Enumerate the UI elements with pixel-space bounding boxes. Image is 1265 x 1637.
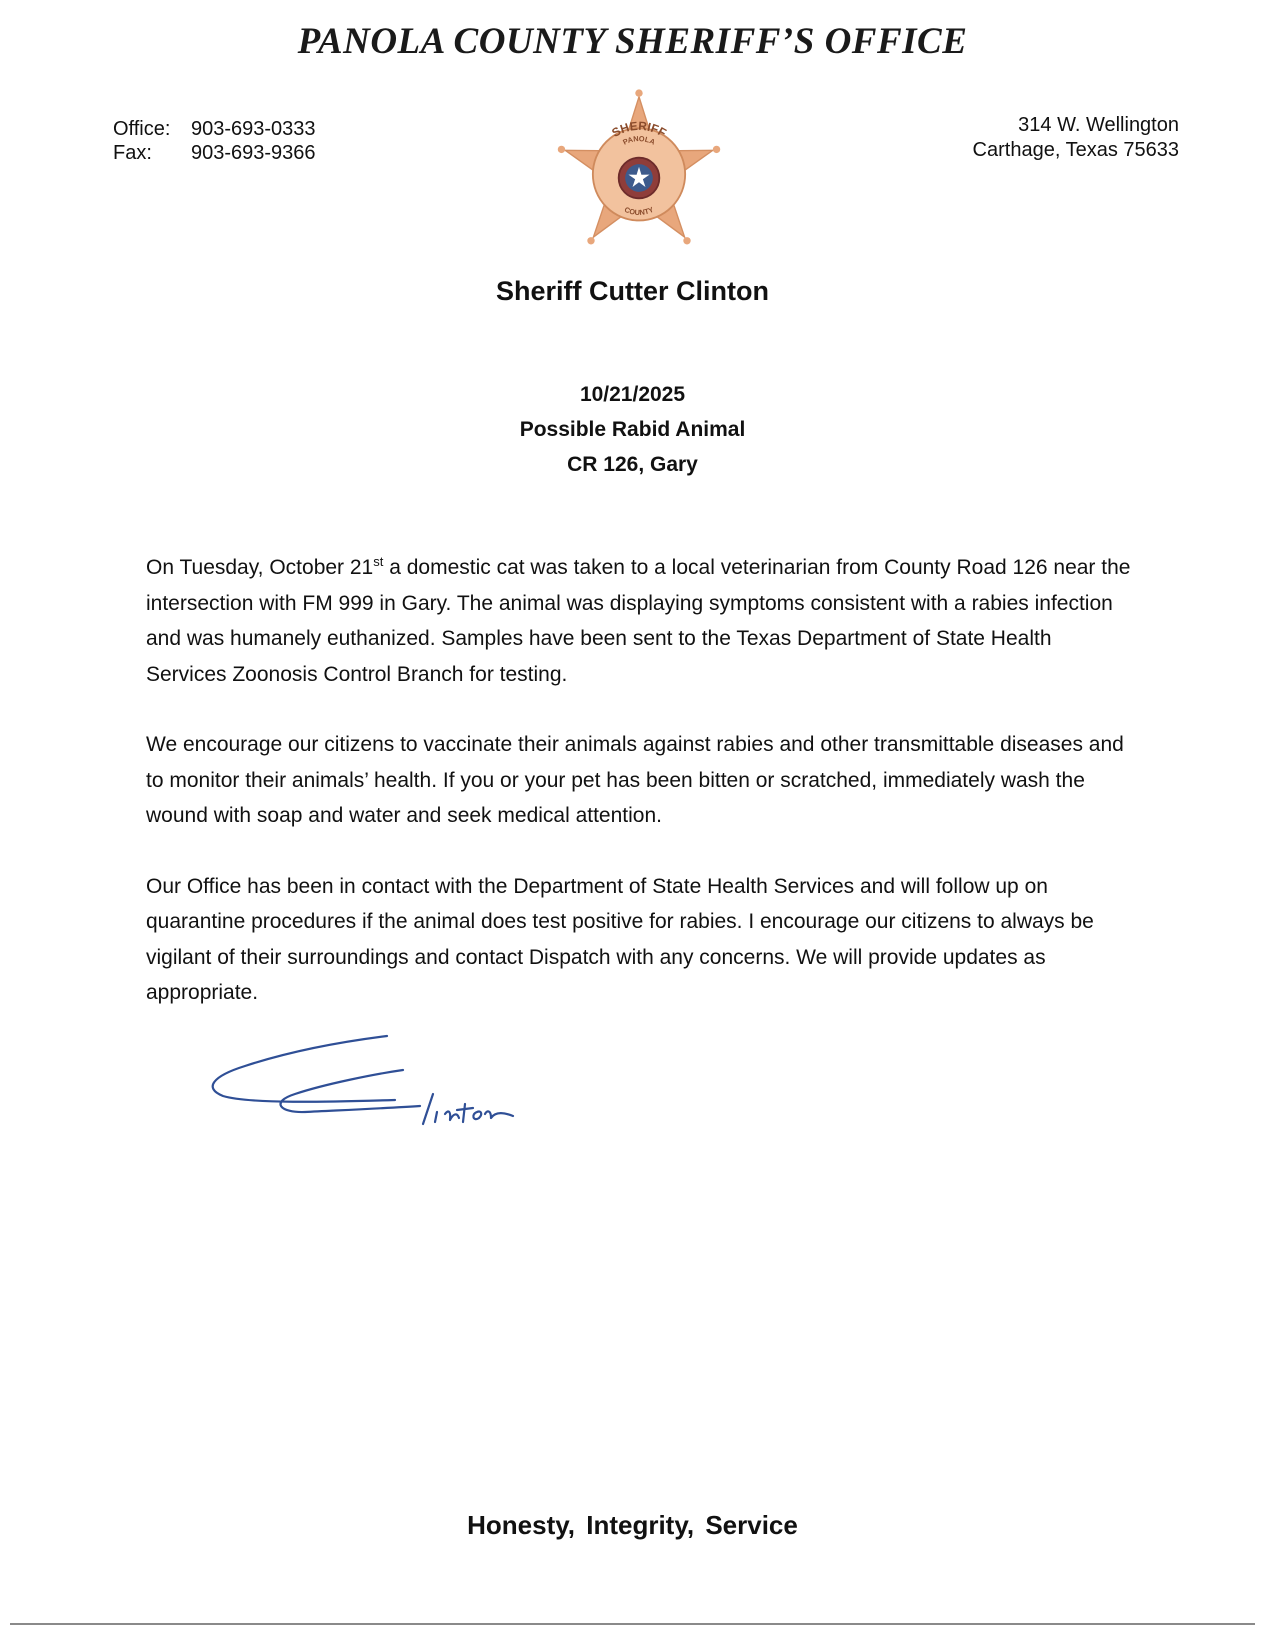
badge-bottom-text: COUNTY <box>623 204 655 218</box>
contact-block <box>113 117 316 165</box>
office-label: Office: <box>113 118 171 140</box>
sheriff-name: Sheriff Cutter Clinton <box>496 276 769 306</box>
fax-row <box>113 141 316 165</box>
release-date: 10/21/2025 <box>579 383 686 406</box>
fax-number: 903-693-9366 <box>191 142 316 164</box>
release-location: CR 126, Gary <box>567 453 698 476</box>
release-subject: Possible Rabid Animal <box>519 418 746 441</box>
badge-top-text: SHERIFF <box>609 118 669 141</box>
bottom-divider <box>10 1623 1255 1625</box>
sheriff-badge-icon <box>546 82 732 262</box>
office-phone-row <box>113 117 316 141</box>
body-paragraph-1: On Tuesday, October 21st a domestic cat was taken to a local veterinarian from County Road 126 near the intersection with FM 999 in Gary. The animal was displaying symptoms consistent with a rabies infection and was humanely euthanized. Samples have been sent to the Texas Department of State Health Services Zoonosis Control Branch for testing. <box>146 554 1131 686</box>
motto: Honesty, Integrity, Service <box>467 1510 798 1540</box>
body-paragraph-2: We encourage our citizens to vaccinate their animals against rabies and other transmittable diseases and to monitor their animals’ health. If you or your pet has been bitten or scratched, immediately wash the wound with soap and water and seek medical attention. <box>146 733 1124 827</box>
badge-middle-text: PANOLA <box>621 133 657 147</box>
address-block <box>973 113 1179 163</box>
release-heading <box>0 377 1265 482</box>
address-line-1: 314 W. Wellington <box>1018 114 1179 136</box>
address-line-2: Carthage, Texas 75633 <box>972 139 1179 161</box>
office-phone: 903-693-0333 <box>191 118 316 140</box>
fax-label: Fax: <box>113 142 152 164</box>
body-paragraph-3: Our Office has been in contact with the Department of State Health Services and will follow up on quarantine procedures if the animal does test positive for rabies. I encourage our citizens to always be vigilant of their surroundings and contact Dispatch with any concerns. We will provide updates as appropriate. <box>146 874 1094 1004</box>
signature-icon <box>205 1028 545 1138</box>
release-body <box>146 550 1136 1046</box>
office-title: PANOLA COUNTY SHERIFF’S OFFICE <box>297 21 968 62</box>
